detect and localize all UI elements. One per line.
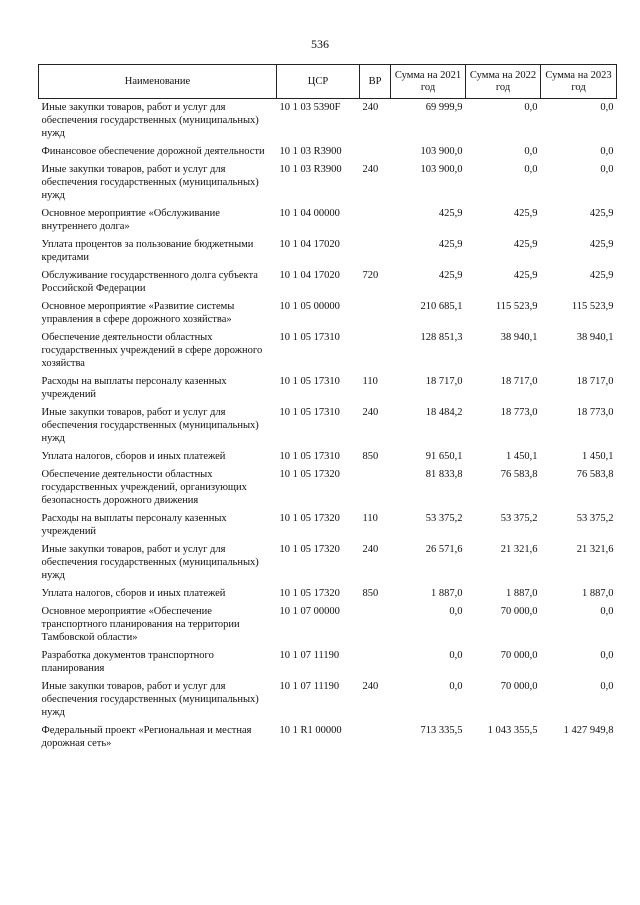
cell-name: Обеспечение деятельности областных государственных учреждений в сфере дорожного хозяйства [41,332,263,369]
cell-vr: 110 [362,513,378,524]
cell-csr: 10 1 05 17310 [279,451,340,462]
table-row [39,329,617,373]
cell-sum-2022: 70 000,0 [500,606,538,617]
cell-sum-2021: 128 851,3 [420,332,463,343]
table-row [39,267,617,298]
cell-sum-2023: 53 375,2 [576,513,614,524]
cell-vr: 240 [362,681,379,692]
cell-sum-2021: 1 887,0 [431,588,463,599]
cell-sum-2023: 0,0 [600,650,614,661]
table-row [39,510,617,541]
cell-sum-2022: 53 375,2 [500,513,538,524]
cell-sum-2022: 38 940,1 [500,332,538,343]
cell-sum-2023: 425,9 [589,270,614,281]
cell-vr [360,647,391,678]
cell-csr: 10 1 04 00000 [279,208,340,219]
cell-sum-2023: 0,0 [600,164,614,175]
cell-name: Иные закупки товаров, работ и услуг для обеспечения государственных (муниципальных) нужд [41,681,259,718]
cell-sum-2022: 70 000,0 [500,650,538,661]
cell-csr: 10 1 03 5390F [279,102,341,113]
cell-sum-2022: 0,0 [524,102,538,113]
table-row [39,603,617,647]
header-csr: ЦСР [277,65,360,99]
cell-sum-2022: 70 000,0 [500,681,538,692]
table-row [39,722,617,753]
table-row [39,236,617,267]
cell-csr: 10 1 07 11190 [279,650,340,661]
cell-sum-2021: 18 717,0 [425,376,463,387]
cell-sum-2023: 76 583,8 [576,469,614,480]
cell-csr: 10 1 05 17310 [279,407,340,418]
cell-vr: 240 [362,544,379,555]
cell-name: Основное мероприятие «Обеспечение транспортного планирования на территории Тамбовской области» [41,606,240,643]
cell-vr: 240 [362,164,379,175]
page-number: 536 [311,37,329,51]
cell-vr [360,143,391,161]
cell-sum-2023: 18 773,0 [576,407,614,418]
cell-vr: 850 [362,588,379,599]
cell-sum-2023: 18 717,0 [576,376,614,387]
cell-sum-2021: 26 571,6 [425,544,463,555]
cell-name: Уплата налогов, сборов и иных платежей [41,588,226,599]
cell-sum-2023: 0,0 [600,681,614,692]
cell-name: Расходы на выплаты персоналу казенных учреждений [41,376,227,400]
cell-sum-2021: 0,0 [449,681,463,692]
cell-csr: 10 1 05 00000 [279,301,340,312]
cell-vr [360,329,391,373]
cell-csr: 10 1 04 17020 [279,239,340,250]
cell-sum-2023: 38 940,1 [576,332,614,343]
cell-name: Разработка документов транспортного планирования [41,650,214,674]
cell-vr [360,466,391,510]
cell-csr: 10 1 05 17310 [279,332,340,343]
table-body [39,99,617,754]
cell-sum-2022: 18 773,0 [500,407,538,418]
cell-name: Обеспечение деятельности областных государственных учреждений, организующих безопасность дорожного движения [41,469,247,506]
cell-name: Расходы на выплаты персоналу казенных учреждений [41,513,227,537]
cell-name: Основное мероприятие «Обслуживание внутреннего долга» [41,208,220,232]
cell-name: Федеральный проект «Региональная и местная дорожная сеть» [41,725,252,749]
table-row [39,205,617,236]
cell-sum-2021: 0,0 [449,650,463,661]
cell-sum-2021: 425,9 [438,208,463,219]
table-row [39,161,617,205]
cell-vr: 850 [362,451,379,462]
cell-csr: 10 1 R1 00000 [279,725,342,736]
table-row [39,647,617,678]
cell-sum-2023: 425,9 [589,239,614,250]
table-row [39,541,617,585]
cell-csr: 10 1 05 17310 [279,376,340,387]
cell-sum-2022: 21 321,6 [500,544,538,555]
cell-sum-2023: 115 523,9 [571,301,614,312]
header-sum-2021: Сумма на 2021 год [391,65,466,99]
cell-vr [360,205,391,236]
cell-vr [360,298,391,329]
cell-sum-2021: 53 375,2 [425,513,463,524]
cell-csr: 10 1 07 11190 [279,681,340,692]
header-sum-2023: Сумма на 2023 год [541,65,617,99]
table-row [39,448,617,466]
table-row [39,466,617,510]
cell-name: Уплата процентов за пользование бюджетными кредитами [41,239,254,263]
cell-vr [360,236,391,267]
table-row [39,585,617,603]
cell-sum-2022: 425,9 [513,270,538,281]
cell-csr: 10 1 05 17320 [279,544,340,555]
cell-csr: 10 1 03 R3900 [279,164,342,175]
cell-csr: 10 1 05 17320 [279,588,340,599]
cell-name: Иные закупки товаров, работ и услуг для обеспечения государственных (муниципальных) нужд [41,102,259,139]
cell-sum-2021: 103 900,0 [420,164,463,175]
cell-sum-2021: 425,9 [438,270,463,281]
cell-sum-2023: 0,0 [600,102,614,113]
table-row [39,678,617,722]
cell-sum-2022: 425,9 [513,208,538,219]
cell-sum-2023: 21 321,6 [576,544,614,555]
cell-sum-2021: 0,0 [449,606,463,617]
cell-sum-2021: 69 999,9 [425,102,463,113]
cell-vr: 240 [362,102,379,113]
cell-csr: 10 1 07 00000 [279,606,340,617]
header-name: Наименование [39,65,277,99]
cell-sum-2021: 91 650,1 [425,451,463,462]
cell-name: Обслуживание государственного долга субъекта Российской Федерации [41,270,258,294]
table-row [39,143,617,161]
cell-sum-2023: 425,9 [589,208,614,219]
cell-sum-2023: 0,0 [600,606,614,617]
cell-vr: 240 [362,407,379,418]
cell-sum-2023: 1 427 949,8 [563,725,614,736]
cell-sum-2022: 76 583,8 [500,469,538,480]
cell-sum-2021: 18 484,2 [425,407,463,418]
cell-name: Уплата налогов, сборов и иных платежей [41,451,226,462]
cell-sum-2022: 1 043 355,5 [487,725,538,736]
cell-name: Иные закупки товаров, работ и услуг для обеспечения государственных (муниципальных) нужд [41,164,259,201]
table-row [39,404,617,448]
cell-name: Финансовое обеспечение дорожной деятельности [41,146,265,157]
cell-sum-2023: 1 450,1 [582,451,614,462]
cell-name: Иные закупки товаров, работ и услуг для обеспечения государственных (муниципальных) нужд [41,407,259,444]
cell-sum-2022: 1 887,0 [506,588,538,599]
cell-name: Основное мероприятие «Развитие системы управления в сфере дорожного хозяйства» [41,301,235,325]
cell-csr: 10 1 05 17320 [279,469,340,480]
cell-csr: 10 1 04 17020 [279,270,340,281]
cell-vr [360,603,391,647]
cell-sum-2022: 18 717,0 [500,376,538,387]
cell-sum-2023: 0,0 [600,146,614,157]
cell-csr: 10 1 03 R3900 [279,146,342,157]
table-row [39,99,617,144]
cell-sum-2021: 81 833,8 [425,469,463,480]
cell-sum-2022: 0,0 [524,146,538,157]
budget-table [38,64,617,753]
cell-sum-2021: 103 900,0 [420,146,463,157]
table-header-row [39,65,617,99]
cell-vr: 110 [362,376,378,387]
header-vr: ВР [360,65,391,99]
cell-sum-2021: 425,9 [438,239,463,250]
cell-csr: 10 1 05 17320 [279,513,340,524]
cell-sum-2022: 425,9 [513,239,538,250]
cell-sum-2021: 713 335,5 [420,725,463,736]
cell-sum-2022: 115 523,9 [495,301,538,312]
table-row [39,373,617,404]
cell-name: Иные закупки товаров, работ и услуг для обеспечения государственных (муниципальных) нужд [41,544,259,581]
cell-sum-2023: 1 887,0 [582,588,614,599]
table-row [39,298,617,329]
cell-sum-2022: 0,0 [524,164,538,175]
cell-vr: 720 [362,270,379,281]
cell-vr [360,722,391,753]
cell-sum-2022: 1 450,1 [506,451,538,462]
header-sum-2022: Сумма на 2022 год [466,65,541,99]
cell-sum-2021: 210 685,1 [420,301,463,312]
